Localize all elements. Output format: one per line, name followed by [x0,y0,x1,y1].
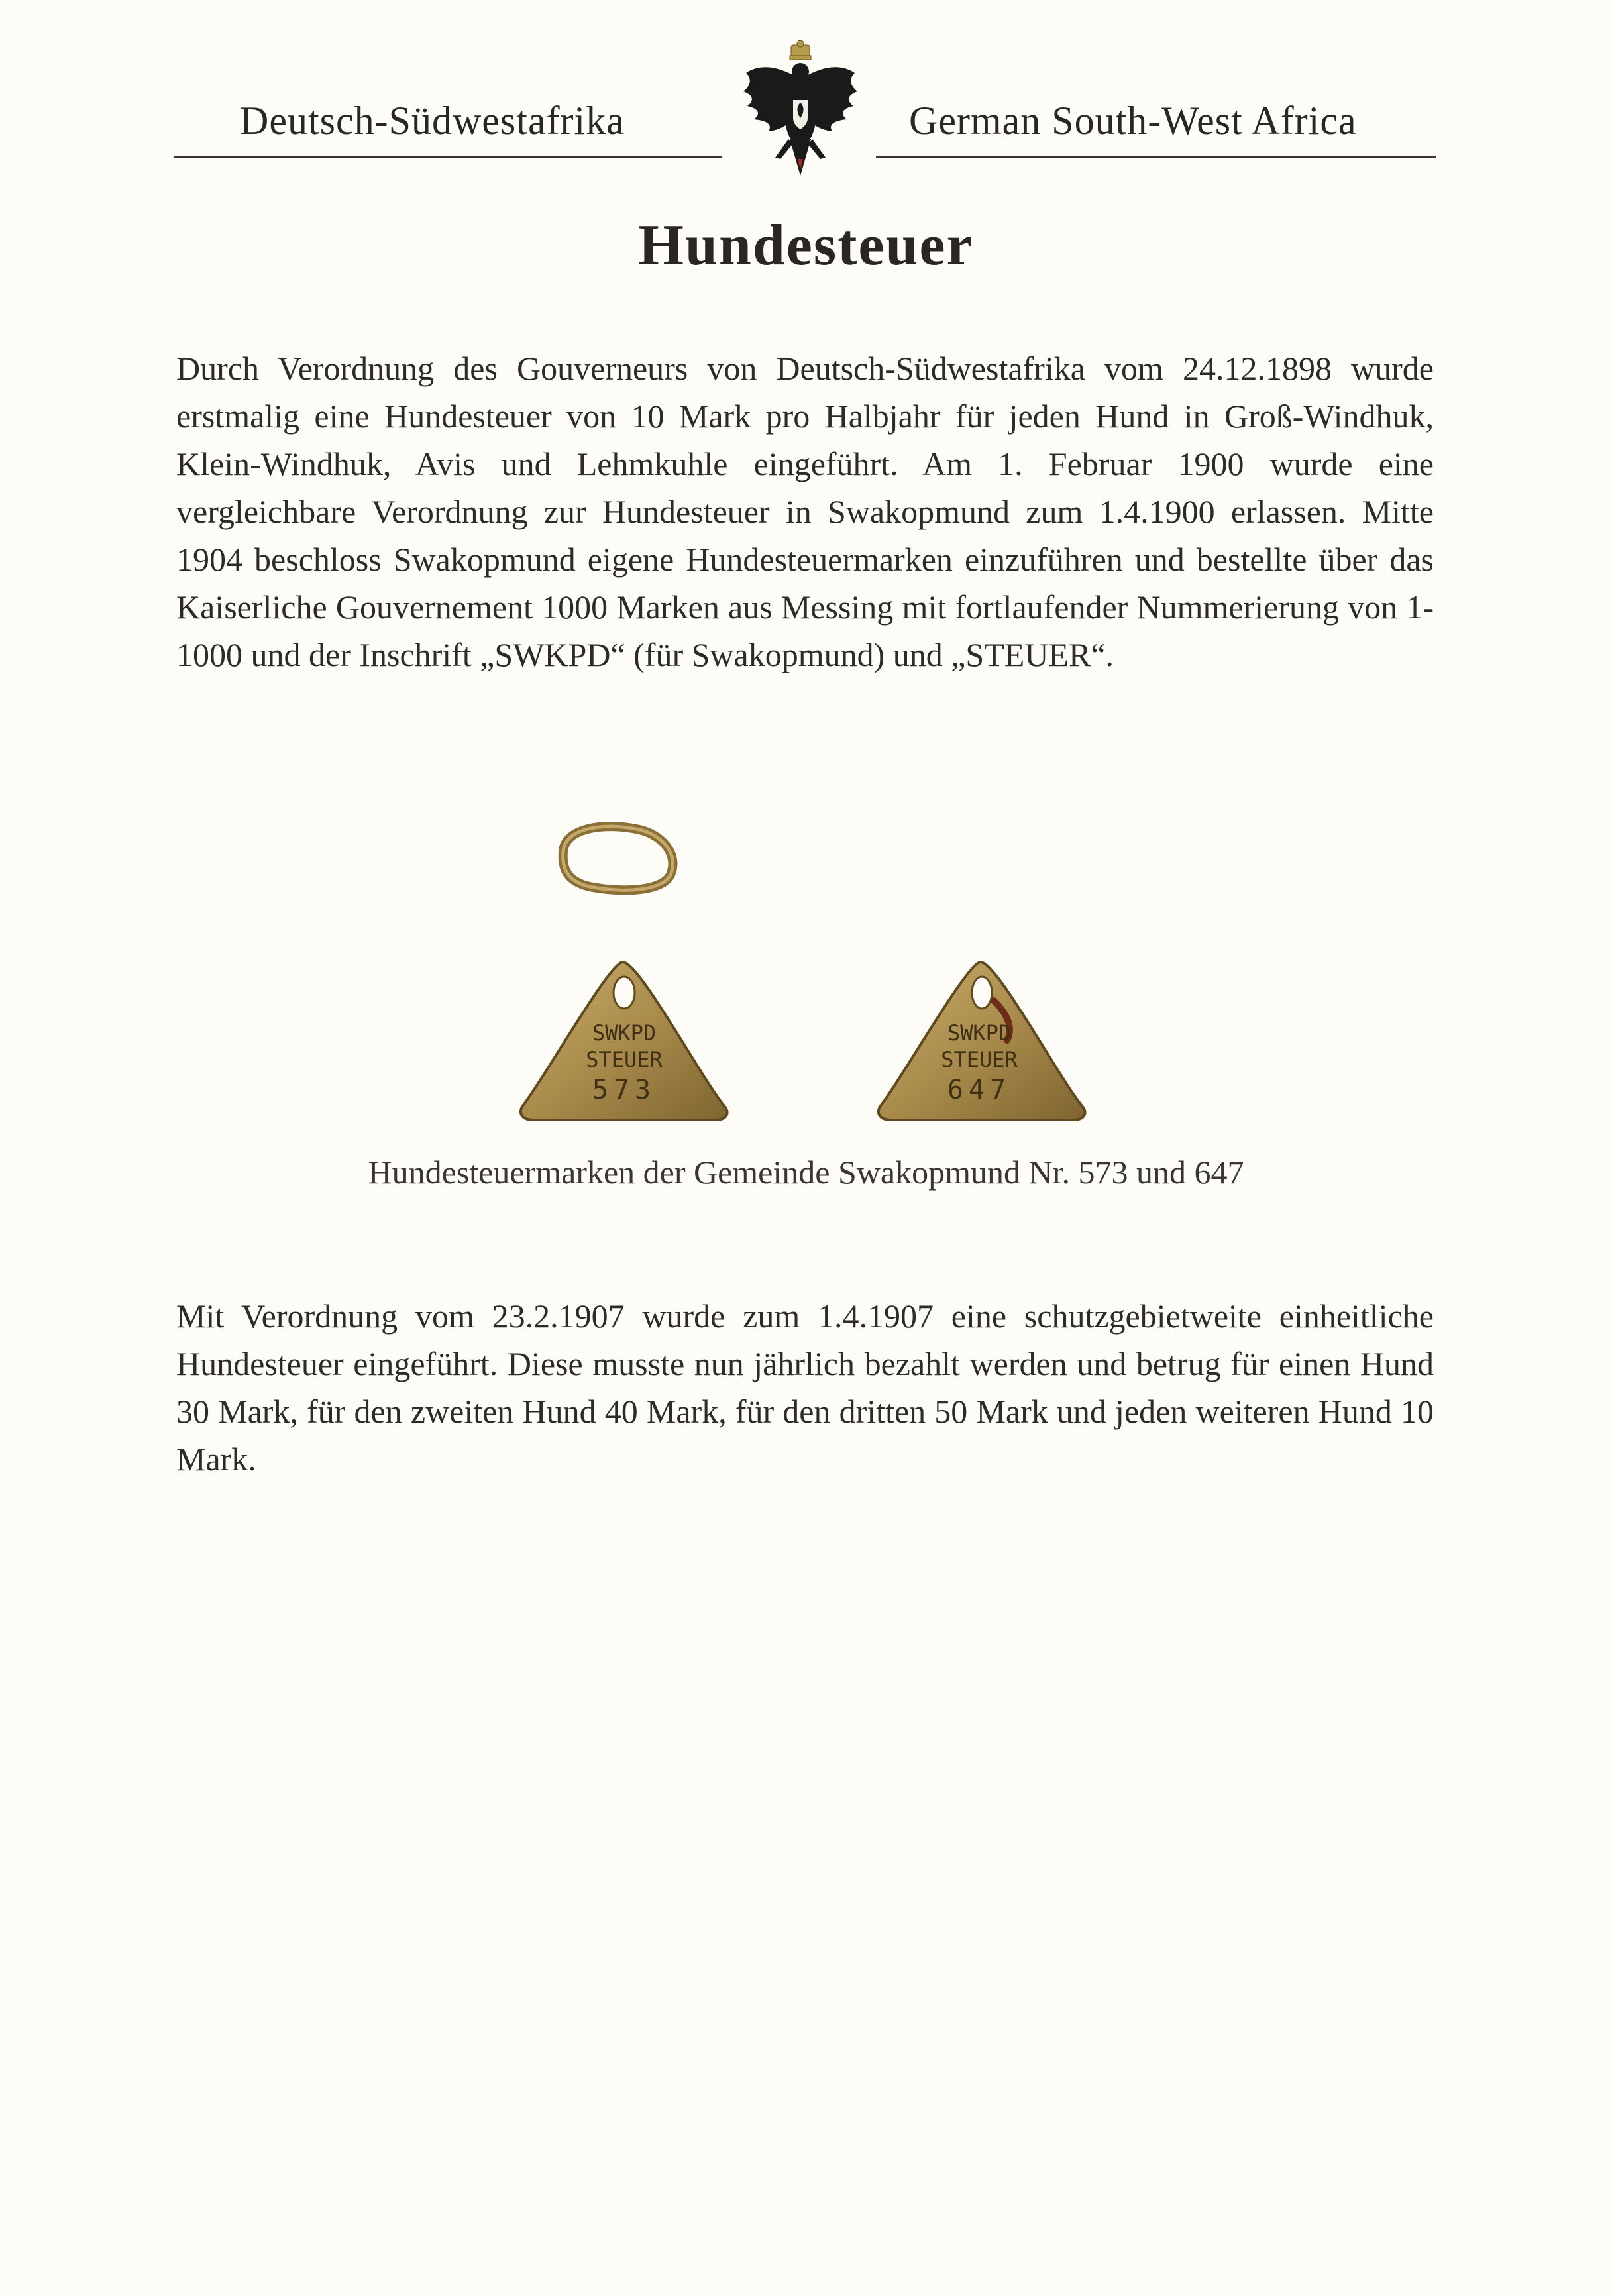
tag-573-number: 573 [592,1075,657,1105]
header-rule-left [174,156,722,158]
imperial-eagle-icon [734,40,867,192]
tag-647 [879,962,1085,1120]
closing-paragraph: Mit Verordnung vom 23.2.1907 wurde zum 1.4.1907 eine schutzgebietweite einheitliche Hundesteuer eingeführt. Diese musste nun jährlich bezahlt werden und betrug für einen Hund 30 Mark, für den zweiten Hund 40 Mark, für den dritten 50 Mark und jeden weiteren Hund 10 Mark. [176,1297,1434,1478]
header-left-label: Deutsch-Südwestafrika [240,99,625,142]
header-right-label: German South-West Africa [909,99,1357,142]
header-rule-right [876,156,1436,158]
intro-paragraph: Durch Verordnung des Gouverneurs von Deutsch-Südwestafrika vom 24.12.1898 wurde erstmalig eine Hundesteuer von 10 Mark pro Halbjahr für jeden Hund in Groß-Windhuk, Klein-Windhuk, Avis und Lehmkuhle eingeführt. Am 1. Februar 1900 wurde eine vergleichbare Verordnung zur Hundesteuer in Swakopmund zum 1.4.1900 erlassen. Mitte 1904 beschloss Swakopmund eigene Hundesteuermarken einzuführen und bestellte über das Kaiserliche Gouvernement 1000 Marken aus Messing mit fortlaufender Nummerierung von 1-1000 und der Inschrift „SWKPD“ (für Swakopmund) und „STEUER“. [176,350,1434,673]
tag-573 [521,962,727,1120]
split-ring [563,826,673,890]
dog-tax-tags-image [504,815,1100,1133]
tag-647-line2: STEUER [941,1047,1018,1072]
image-caption: Hundesteuermarken der Gemeinde Swakopmund Nr. 573 und 647 [368,1154,1244,1191]
tag-573-line2: STEUER [586,1047,663,1072]
tag-647-number: 647 [947,1075,1012,1105]
page-title: Hundesteuer [638,213,974,278]
tag-573-line1: SWKPD [592,1020,657,1046]
tag-647-line1: SWKPD [947,1020,1012,1046]
